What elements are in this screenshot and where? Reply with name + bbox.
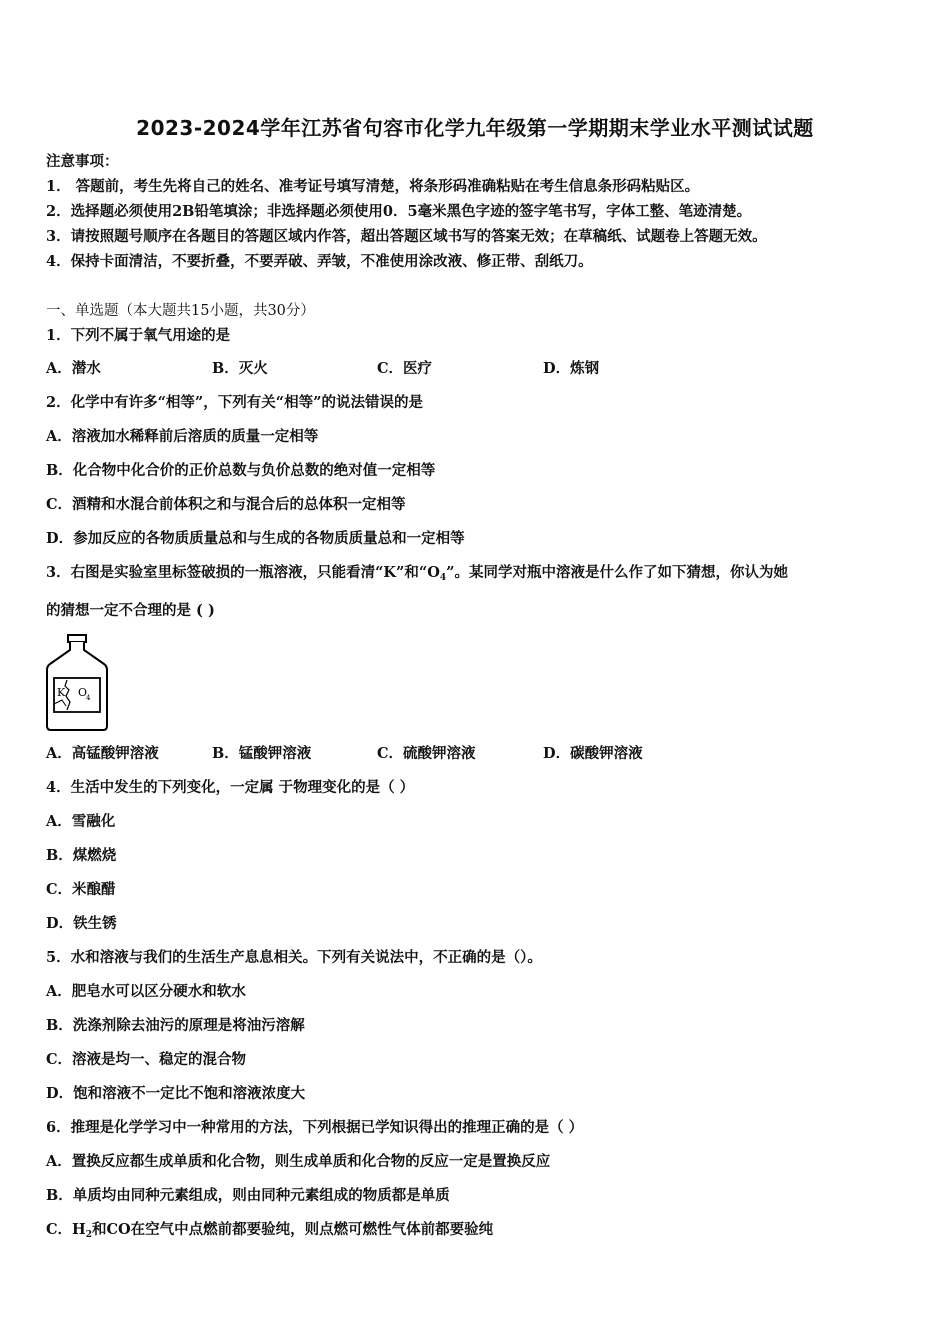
label-k: K [57,686,66,699]
q6-option-a: A．置换反应都生成单质和化合物，则生成单质和化合物的反应一定是置换反应 [46,1153,551,1170]
notice-item-2: 2．选择题必须使用2B铅笔填涂；非选择题必须使用0．5毫米黑色字迹的签字笔书写，字体工整、笔迹清楚。 [46,203,752,220]
page-title: 2023-2024学年江苏省句容市化学九年级第一学期期末学业水平测试试题 [136,116,814,140]
q4-option-d: D．铁生锈 [46,915,117,932]
q6-option-c-part-b: 和CO在空气中点燃前都要验纯，则点燃可燃性气体前都要验纯 [92,1221,494,1238]
q5-option-a: A．肥皂水可以区分硬水和软水 [46,983,246,1000]
q6-option-c [46,1220,493,1245]
q4-option-b: B．煤燃烧 [46,847,117,864]
q3-stem-subscript: 4 [439,573,447,583]
q1-option-c: C．医疗 [377,360,433,377]
q1-option-a: A．潜水 [46,360,101,377]
q1-option-d: D．炼钢 [543,360,600,377]
label-sub-4: 4 [86,694,91,702]
q3-stem-part-a: 3．右图是实验室里标签破损的一瓶溶液，只能看清“K”和“O [46,564,440,581]
q2-option-c: C．酒精和水混合前体积之和与混合后的总体积一定相等 [46,496,406,513]
section-heading: 一、单选题（本大题共15小题，共30分） [46,303,315,319]
q2-option-a: A．溶液加水稀释前后溶质的质量一定相等 [46,428,319,445]
q5-option-d: D．饱和溶液不一定比不饱和溶液浓度大 [46,1085,306,1102]
q5-stem: 5．水和溶液与我们的生活生产息息相关。下列有关说法中，不正确的是（）。 [46,949,542,966]
q6-option-c-subscript: 2 [85,1230,93,1240]
q2-option-d: D．参加反应的各物质质量总和与生成的各物质质量总和一定相等 [46,530,465,547]
notice-item-3: 3．请按照题号顺序在各题目的答题区域内作答，超出答题区域书写的答案无效；在草稿纸、试题卷上答题无效。 [46,228,767,245]
label-o: O [78,686,88,699]
q2-stem: 2．化学中有许多“相等”，下列有关“相等”的说法错误的是 [46,394,423,411]
q3-stem-part-b: ”。某同学对瓶中溶液是什么作了如下猜想，你认为她 [446,564,788,581]
q6-stem: 6．推理是化学学习中一种常用的方法，下列根据已学知识得出的推理正确的是（ ） [46,1119,584,1136]
notice-item-4: 4．保持卡面清洁，不要折叠，不要弄破、弄皱，不准使用涂改液、修正带、刮纸刀。 [46,253,593,270]
q1-stem: 1．下列不属于氧气用途的是 [46,327,231,344]
q4-stem: 4．生活中发生的下列变化，一定属 于物理变化的是（ ） [46,779,415,796]
notice-item-1: 1． 答题前，考生先将自己的姓名、准考证号填写清楚，将条形码准确粘贴在考生信息条形码粘贴区。 [46,178,700,195]
q4-option-c: C．米酿醋 [46,881,116,898]
q3-option-a: A．高锰酸钾溶液 [46,745,159,762]
q3-option-b: B．锰酸钾溶液 [212,745,312,762]
q6-option-b: B．单质均由同种元素组成，则由同种元素组成的物质都是单质 [46,1187,450,1204]
q2-option-b: B．化合物中化合价的正价总数与负价总数的绝对值一定相等 [46,462,436,479]
q3-stem-line2: 的猜想一定不合理的是 ( ) [46,602,215,619]
bottle-cap [68,635,86,642]
reagent-bottle-figure [44,634,110,732]
q5-option-c: C．溶液是均一、稳定的混合物 [46,1051,247,1068]
notice-heading: 注意事项： [46,153,119,170]
q3-option-c: C．硫酸钾溶液 [377,745,476,762]
q5-option-b: B．洗涤剂除去油污的原理是将油污溶解 [46,1017,305,1034]
q1-option-b: B．灭火 [212,360,268,377]
q6-option-c-part-a: C．H [46,1221,86,1238]
q3-option-d: D．碳酸钾溶液 [543,745,643,762]
q4-option-a: A．雪融化 [46,813,116,830]
q3-stem-line1 [46,563,788,588]
